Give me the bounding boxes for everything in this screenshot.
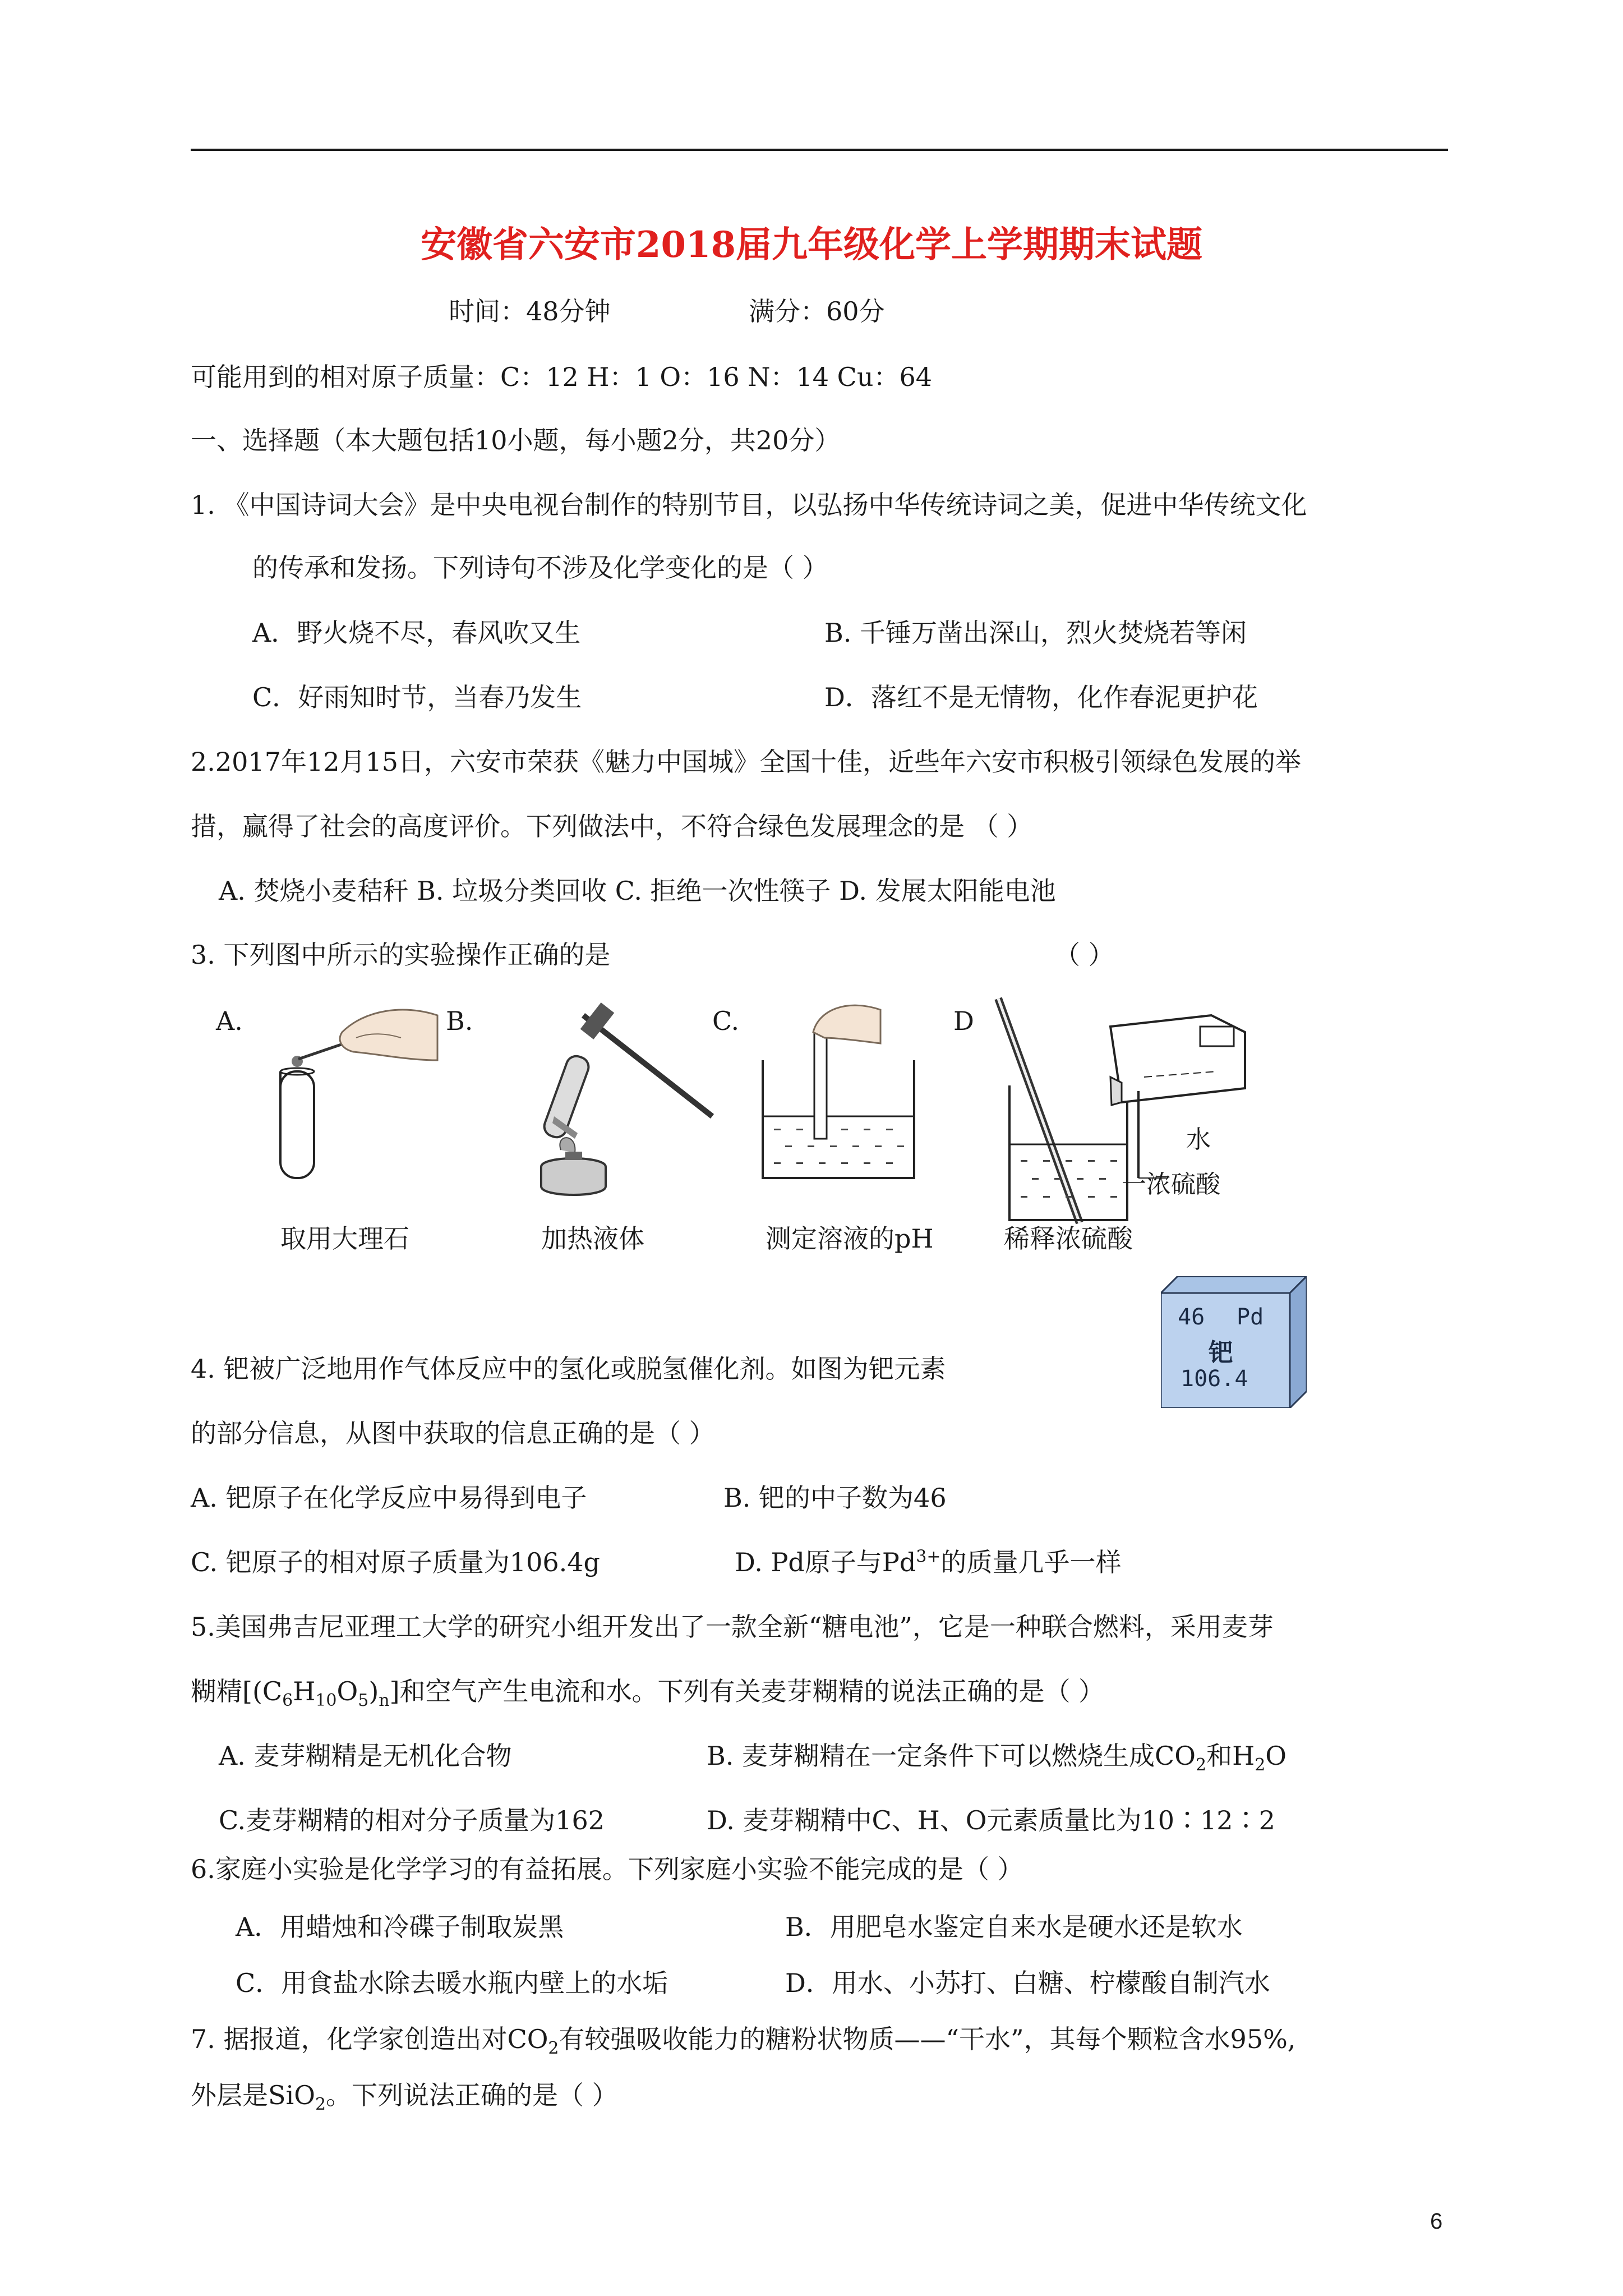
q5-stem-line2: 糊精$[(C_6H_{10}O_5)_n]$和空气产生电流和水。下列有关麦芽糊精的说法正确的是（ ） [191, 1676, 1105, 1711]
ph-test-figure [751, 999, 937, 1195]
q5-option-a: A. 麦芽糊精是无机化合物 [219, 1741, 512, 1771]
element-number: 46 [1178, 1304, 1205, 1330]
q6-option-a: A．用蜡烛和冷碟子制取炭黑 [236, 1912, 564, 1942]
q5-option-c: C.麦芽糊精的相对分子质量为162 [219, 1805, 605, 1835]
q1-stem-line1: 1. 《中国诗词大会》是中央电视台制作的特别节目，以弘扬中华传统诗词之美，促进中华传统文化 [191, 490, 1307, 520]
q1-stem-line2: 的传承和发扬。下列诗句不涉及化学变化的是（ ） [252, 553, 828, 583]
q1-option-c: C．好雨知时节，当春乃发生 [252, 682, 582, 712]
element-name: 钯 [1209, 1338, 1233, 1367]
element-card-pd [1161, 1276, 1307, 1408]
page-number: 6 [1430, 2209, 1443, 2234]
q3-label-d: D [953, 1006, 974, 1036]
q2-stem-line1: 2.2017年12月15日，六安市荣获《魅力中国城》全国十佳，近些年六安市积极引领绿色发展的举 [191, 747, 1302, 777]
q7-stem-line1: 7. 据报道，化学家创造出对$CO_2$有较强吸收能力的糖粉状物质——“干水”，其每个颗粒含水95%, [191, 2024, 1296, 2059]
q3-caption-d: 稀释浓硫酸 [1004, 1223, 1133, 1254]
q2-options: A. 焚烧小麦秸秆 B. 垃圾分类回收 C. 拒绝一次性筷子 D. 发展太阳能电池 [219, 876, 1056, 906]
q7-stem-line2: 外层是SiO$_2$。下列说法正确的是（ ） [191, 2080, 618, 2115]
q3-caption-a: 取用大理石 [280, 1223, 409, 1254]
q3-label-c: C. [712, 1006, 740, 1036]
q1-option-a: A．野火烧不尽，春风吹又生 [252, 618, 581, 648]
q6-option-d: D．用水、小苏打、白糖、柠檬酸自制汽水 [785, 1968, 1270, 1998]
q5-option-b: B. 麦芽糊精在一定条件下可以燃烧生成$CO_2$和$H_2O$ [707, 1741, 1287, 1775]
exam-score: 满分：60分 [749, 296, 885, 326]
element-mass: 106.4 [1181, 1366, 1248, 1392]
q2-stem-line2: 措，赢得了社会的高度评价。下列做法中，不符合绿色发展理念的是 （ ） [191, 811, 1033, 841]
atomic-masses: 可能用到的相对原子质量：C：12 H：1 O：16 N：14 Cu：64 [191, 362, 932, 392]
q1-option-d: D．落红不是无情物，化作春泥更护花 [824, 682, 1258, 712]
q4-option-c: C. 钯原子的相对原子质量为106.4g [191, 1547, 600, 1577]
q5-option-d: D. 麦芽糊精中C、H、O元素质量比为10∶12∶2 [707, 1805, 1275, 1835]
q4-option-b: B. 钯的中子数为46 [723, 1483, 947, 1513]
q4-option-a: A. 钯原子在化学反应中易得到电子 [191, 1483, 587, 1513]
q3-caption-b: 加热液体 [541, 1223, 644, 1254]
q4-stem-line1: 4. 钯被广泛地用作气体反应中的氢化或脱氢催化剂。如图为钯元素 [191, 1354, 946, 1384]
label-concentrated-acid: 一浓硫酸 [1122, 1170, 1220, 1199]
header-rule [191, 149, 1448, 151]
heating-liquid-figure [522, 993, 729, 1200]
q6-stem: 6.家庭小实验是化学学习的有益拓展。下列家庭小实验不能完成的是（ ） [191, 1854, 1023, 1884]
q6-option-c: C．用食盐水除去暖水瓶内壁上的水垢 [236, 1968, 668, 1998]
exam-time: 时间：48分钟 [449, 296, 611, 326]
test-tube-tweezers-figure [258, 999, 449, 1195]
q4-stem-line2: 的部分信息，从图中获取的信息正确的是（ ） [191, 1418, 715, 1448]
q6-option-b: B．用肥皂水鉴定自来水是硬水还是软水 [785, 1912, 1243, 1942]
element-symbol: Pd [1237, 1304, 1264, 1330]
q3-caption-c: 测定溶液的pH [766, 1223, 934, 1254]
q4-option-d: D. Pd原子与$Pd^{3+}$的质量几乎一样 [735, 1547, 1122, 1577]
q3-answer-paren: （ ） [1054, 940, 1114, 970]
section-heading: 一、选择题（本大题包括10小题，每小题2分，共20分） [191, 425, 841, 455]
page-title: 安徽省六安市2018届九年级化学上学期期末试题 [420, 224, 1203, 266]
q5-stem-line1: 5.美国弗吉尼亚理工大学的研究小组开发出了一款全新“糖电池”，它是一种联合燃料，采用麦芽 [191, 1612, 1274, 1642]
q3-label-b: B. [446, 1006, 473, 1036]
q3-label-a: A. [216, 1006, 243, 1036]
q3-stem: 3. 下列图中所示的实验操作正确的是 [191, 940, 611, 970]
label-water: 水 [1186, 1125, 1211, 1154]
q1-option-b: B. 千锤万凿出深山，烈火焚烧若等闲 [824, 618, 1247, 648]
